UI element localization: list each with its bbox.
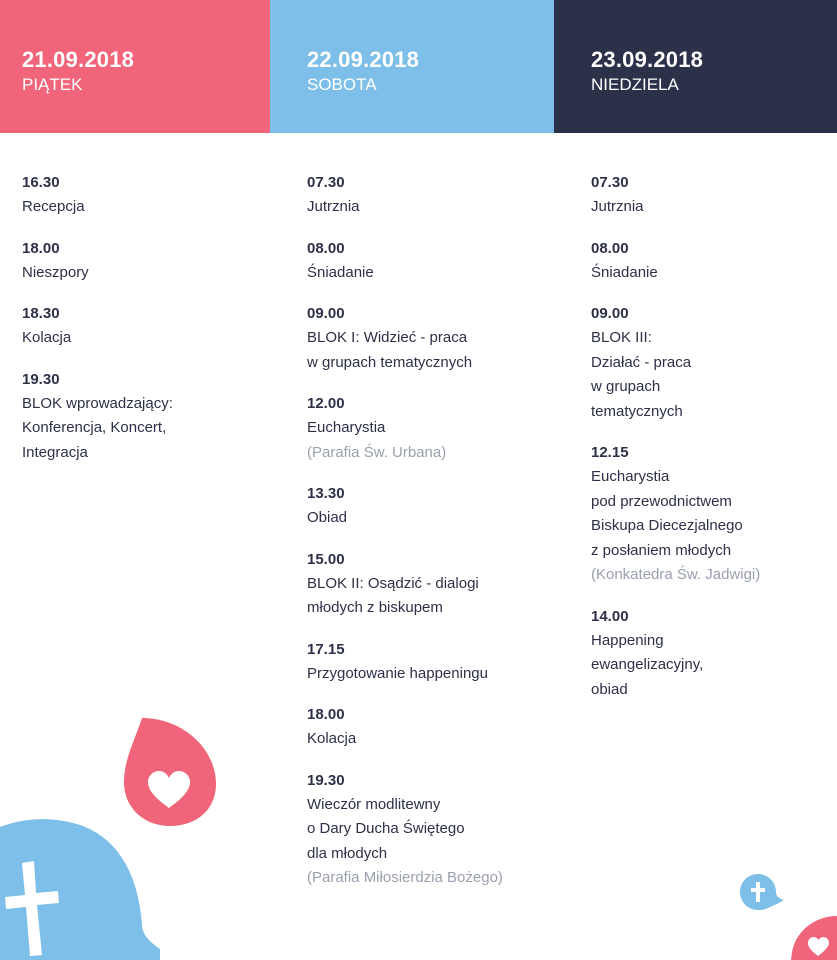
day-name: SOBOTA xyxy=(307,75,377,94)
entry-description-line: Integracja xyxy=(22,443,88,461)
entry-description-line: młodych z biskupem xyxy=(307,599,443,616)
schedule-entry xyxy=(591,607,831,703)
entry-description xyxy=(591,261,831,286)
entry-description xyxy=(591,326,831,424)
entry-time: 19.30 xyxy=(307,771,345,789)
entry-time: 08.00 xyxy=(307,239,345,257)
entry-time: 09.00 xyxy=(307,305,345,322)
entry-description-line: Działać - praca xyxy=(591,353,692,371)
cross-bubble-icon xyxy=(0,815,165,960)
entry-description xyxy=(22,392,262,466)
entry-description xyxy=(307,727,547,752)
schedule-header xyxy=(0,0,837,133)
entry-description xyxy=(307,195,547,220)
entry-description-line: BLOK wprowadzający: xyxy=(22,394,173,412)
entry-description-line: Biskupa Diecezjalnego xyxy=(591,517,743,534)
day-header-friday xyxy=(0,0,270,133)
entry-description xyxy=(307,261,547,286)
entry-time: 18.30 xyxy=(22,305,60,322)
entry-description-line: Recepcja xyxy=(22,198,85,215)
entry-description xyxy=(22,261,262,286)
entry-time: 18.00 xyxy=(22,239,60,257)
schedule-entry xyxy=(591,239,831,286)
schedule-entry xyxy=(22,239,262,286)
schedule-entry xyxy=(591,443,831,588)
entry-description-line: Jutrznia xyxy=(591,198,644,215)
day-header-sunday xyxy=(554,0,837,133)
day-header-saturday xyxy=(270,0,554,133)
entry-description-line: BLOK II: Osądzić - dialogi xyxy=(307,574,479,592)
entry-time: 13.30 xyxy=(307,485,345,502)
schedule-entry xyxy=(307,640,547,687)
entry-description-line: Konferencja, Koncert, xyxy=(22,419,167,436)
entry-description-line: dla młodych xyxy=(307,844,388,862)
entry-time: 15.00 xyxy=(307,550,345,568)
entry-description xyxy=(591,629,831,703)
entry-description xyxy=(307,416,547,465)
day-date: 23.09.2018 xyxy=(591,47,704,72)
schedule-sunday xyxy=(591,173,831,721)
entry-description xyxy=(307,662,547,687)
entry-location: (Parafia Miłosierdzia Bożego) xyxy=(307,869,503,886)
schedule-friday xyxy=(22,173,262,484)
entry-description-line: z posłaniem młodych xyxy=(591,541,732,559)
entry-description xyxy=(22,195,262,220)
schedule-entry xyxy=(591,304,831,424)
entry-description xyxy=(307,572,547,621)
day-date: 22.09.2018 xyxy=(307,47,420,72)
day-name: NIEDZIELA xyxy=(591,75,679,94)
entry-time: 18.00 xyxy=(307,706,345,723)
day-date: 21.09.2018 xyxy=(22,47,135,72)
schedule-saturday xyxy=(307,173,547,910)
entry-description xyxy=(591,195,831,220)
schedule-entry xyxy=(307,705,547,752)
schedule-entry xyxy=(307,394,547,465)
entry-description-line: Wieczór modlitewny xyxy=(307,795,441,813)
entry-description-line: o Dary Ducha Świętego xyxy=(307,820,465,837)
schedule-entry xyxy=(22,173,262,220)
entry-description-line: Kolacja xyxy=(307,730,357,747)
schedule-entry xyxy=(591,173,831,220)
small-cross-bubble-icon xyxy=(738,872,786,912)
day-name: PIĄTEK xyxy=(22,75,83,94)
entry-description xyxy=(307,793,547,891)
entry-description-line: Przygotowanie happeningu xyxy=(307,664,488,682)
entry-description xyxy=(307,326,547,375)
entry-description-line: Nieszpory xyxy=(22,263,89,281)
entry-description-line: w grupach tematycznych xyxy=(307,353,473,371)
entry-description-line: pod przewodnictwem xyxy=(591,492,732,510)
entry-time: 07.30 xyxy=(307,174,345,191)
entry-description-line: tematycznych xyxy=(591,402,683,420)
schedule-entry xyxy=(307,484,547,531)
entry-description-line: Happening xyxy=(591,631,664,649)
entry-time: 19.30 xyxy=(22,370,60,388)
schedule-entry xyxy=(307,239,547,286)
entry-time: 12.15 xyxy=(591,444,629,461)
entry-description-line: Eucharystia xyxy=(591,468,670,485)
entry-description-line: Jutrznia xyxy=(307,198,360,215)
entry-description xyxy=(307,506,547,531)
entry-location: (Parafia Św. Urbana) xyxy=(307,443,447,461)
entry-time: 12.00 xyxy=(307,395,345,412)
entry-description xyxy=(591,465,831,588)
entry-time: 17.15 xyxy=(307,640,345,658)
entry-description-line: w grupach xyxy=(591,378,661,395)
entry-description-line: Śniadanie xyxy=(591,263,658,281)
schedule-entry xyxy=(22,304,262,351)
entry-description-line: obiad xyxy=(591,680,628,698)
entry-time: 14.00 xyxy=(591,607,629,625)
entry-location: (Konkatedra Św. Jadwigi) xyxy=(591,566,761,583)
entry-description-line: Kolacja xyxy=(22,329,72,346)
entry-description-line: Eucharystia xyxy=(307,419,386,436)
entry-description xyxy=(22,326,262,351)
schedule-entry xyxy=(22,370,262,466)
entry-description-line: BLOK I: Widzieć - praca xyxy=(307,329,468,346)
schedule-entry xyxy=(307,304,547,375)
entry-time: 07.30 xyxy=(591,174,629,191)
entry-time: 16.30 xyxy=(22,174,60,191)
heart-drop-icon xyxy=(112,712,222,827)
entry-description-line: BLOK III: xyxy=(591,329,652,346)
entry-description-line: Śniadanie xyxy=(307,263,374,281)
entry-description-line: Obiad xyxy=(307,509,348,526)
schedule-entry xyxy=(307,550,547,621)
corner-heart-drop-icon xyxy=(788,908,837,960)
entry-time: 08.00 xyxy=(591,239,629,257)
entry-description-line: ewangelizacyjny, xyxy=(591,656,704,673)
entry-time: 09.00 xyxy=(591,305,629,322)
schedule-entry xyxy=(307,173,547,220)
schedule-entry xyxy=(307,771,547,891)
